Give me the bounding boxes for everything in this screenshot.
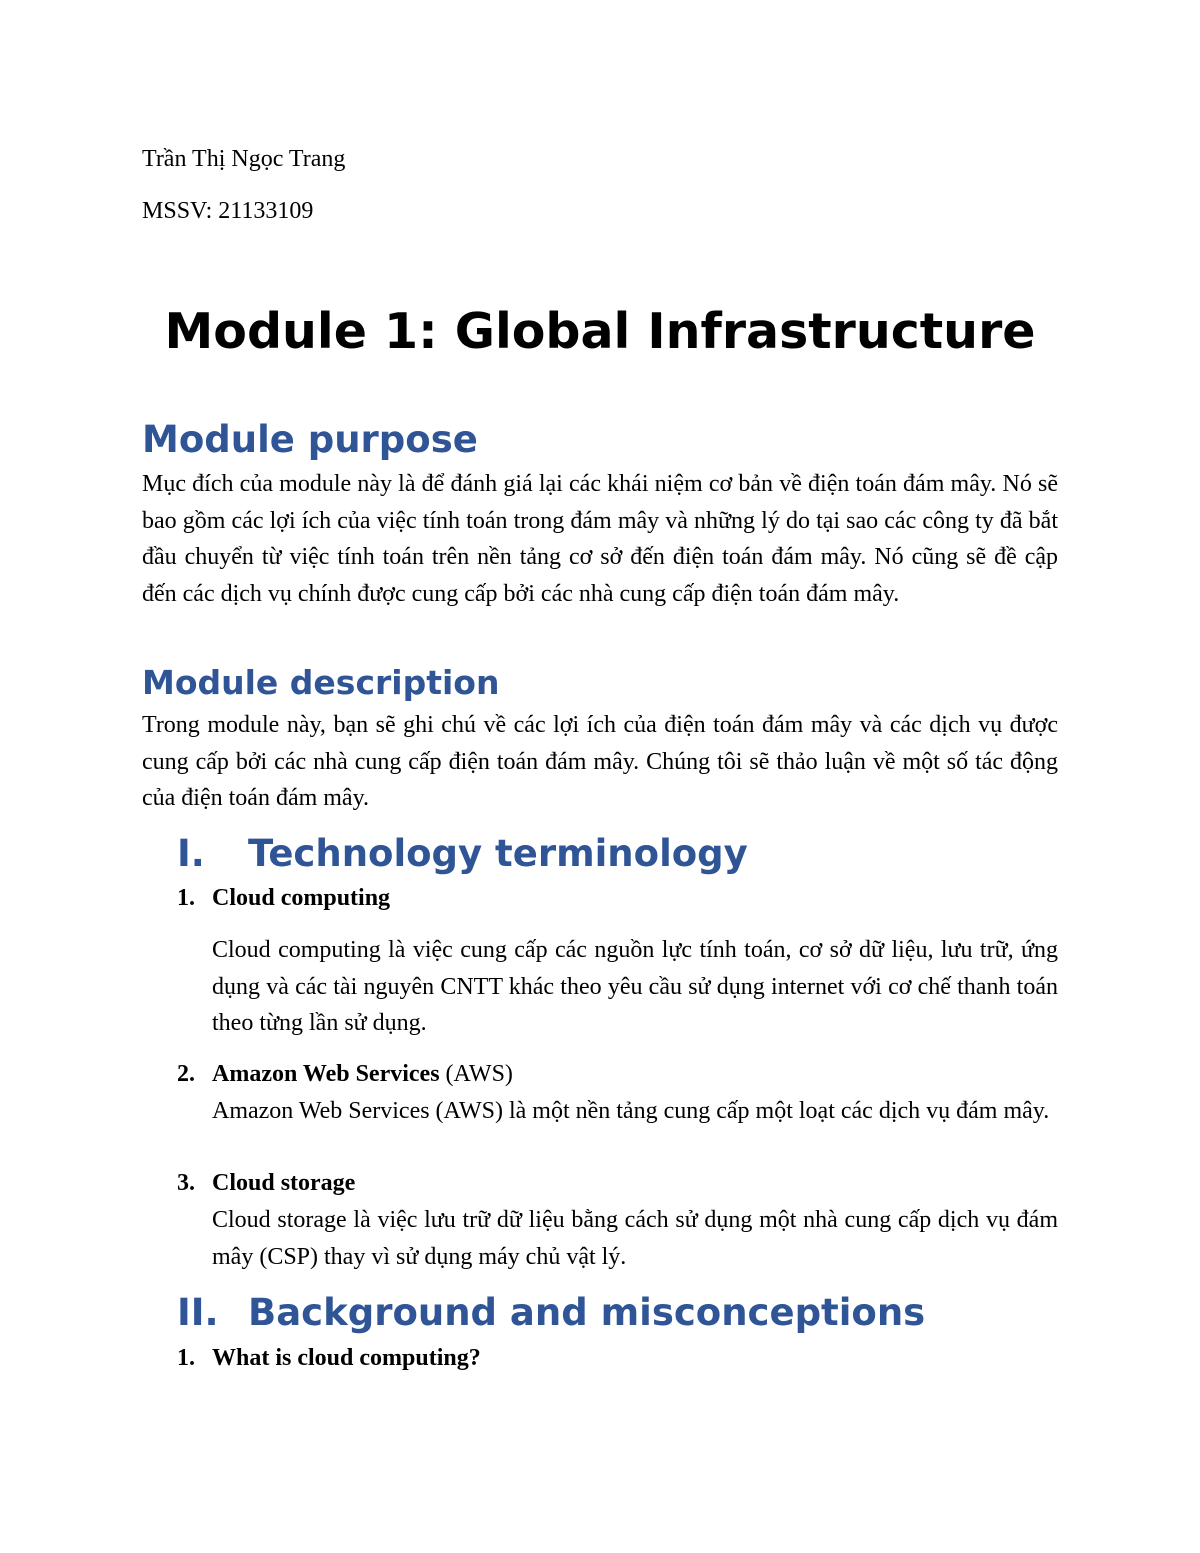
section-heading-background-misconceptions: [177, 1290, 925, 1336]
section-title: Background and misconceptions: [248, 1291, 926, 1334]
list-item-body-aws: Amazon Web Services (AWS) là một nền tảng cung cấp một loạt các dịch vụ đám mây.: [212, 1098, 1050, 1124]
module-purpose-text: Mục đích của module này là để đánh giá lại các khái niệm cơ bản về điện toán đám mây. Nó sẽ bao gồm các lợi ích của việc tính toán trong đám mây và những lý do tại sao các công ty đã bắt đầu chuyển từ việc tính toán trên nền tảng cơ sở đến điện toán đám mây. Nó cũng sẽ đề cập đến các dịch vụ chính được cung cấp bởi các nhà cung cấp điện toán đám mây.: [142, 471, 1058, 607]
list-number: 1.: [177, 1345, 195, 1371]
module-purpose-heading: Module purpose: [142, 418, 478, 461]
list-item-title: What is cloud computing?: [212, 1345, 481, 1371]
list-item-heading-cloud-storage: [177, 1166, 355, 1200]
section-title: Technology terminology: [248, 832, 748, 875]
list-item-body-cloud-storage: Cloud storage là việc lưu trữ dữ liệu bằng cách sử dụng một nhà cung cấp dịch vụ đám mây (CSP) thay vì sử dụng máy chủ vật lý.: [212, 1207, 1058, 1270]
list-item-title: Cloud computing: [212, 885, 391, 911]
list-number: 1.: [177, 885, 195, 911]
document-title: Module 1: Global Infrastructure: [164, 303, 1036, 360]
section-numeral: II.: [177, 1291, 219, 1334]
list-item-heading-aws: [177, 1057, 513, 1091]
student-id: MSSV: 21133109: [142, 198, 314, 224]
author-name: Trần Thị Ngọc Trang: [142, 146, 346, 172]
list-item-body-cloud-computing: Cloud computing là việc cung cấp các nguồn lực tính toán, cơ sở dữ liệu, lưu trữ, ứng dụng và các tài nguyên CNTT khác theo yêu cầu sử dụng internet với cơ chế thanh toán theo từng lần sử dụng.: [212, 937, 1058, 1036]
section-heading-technology-terminology: [177, 831, 748, 877]
list-item-heading-what-is-cloud: [177, 1341, 481, 1375]
list-item-title-suffix: (AWS): [439, 1061, 513, 1087]
section-numeral: I.: [177, 832, 205, 875]
document-page: [142, 0, 1058, 1553]
list-number: 2.: [177, 1061, 195, 1087]
list-item-title: Cloud storage: [212, 1170, 356, 1196]
list-item-heading-cloud-computing: [177, 881, 390, 915]
module-description-text: Trong module này, bạn sẽ ghi chú về các lợi ích của điện toán đám mây và các dịch vụ được cung cấp bởi các nhà cung cấp điện toán đám mây. Chúng tôi sẽ thảo luận về một số tác động của điện toán đám mây.: [142, 712, 1058, 811]
list-number: 3.: [177, 1170, 195, 1196]
module-description-heading: Module description: [142, 663, 500, 702]
list-item-title: Amazon Web Services: [212, 1061, 440, 1087]
